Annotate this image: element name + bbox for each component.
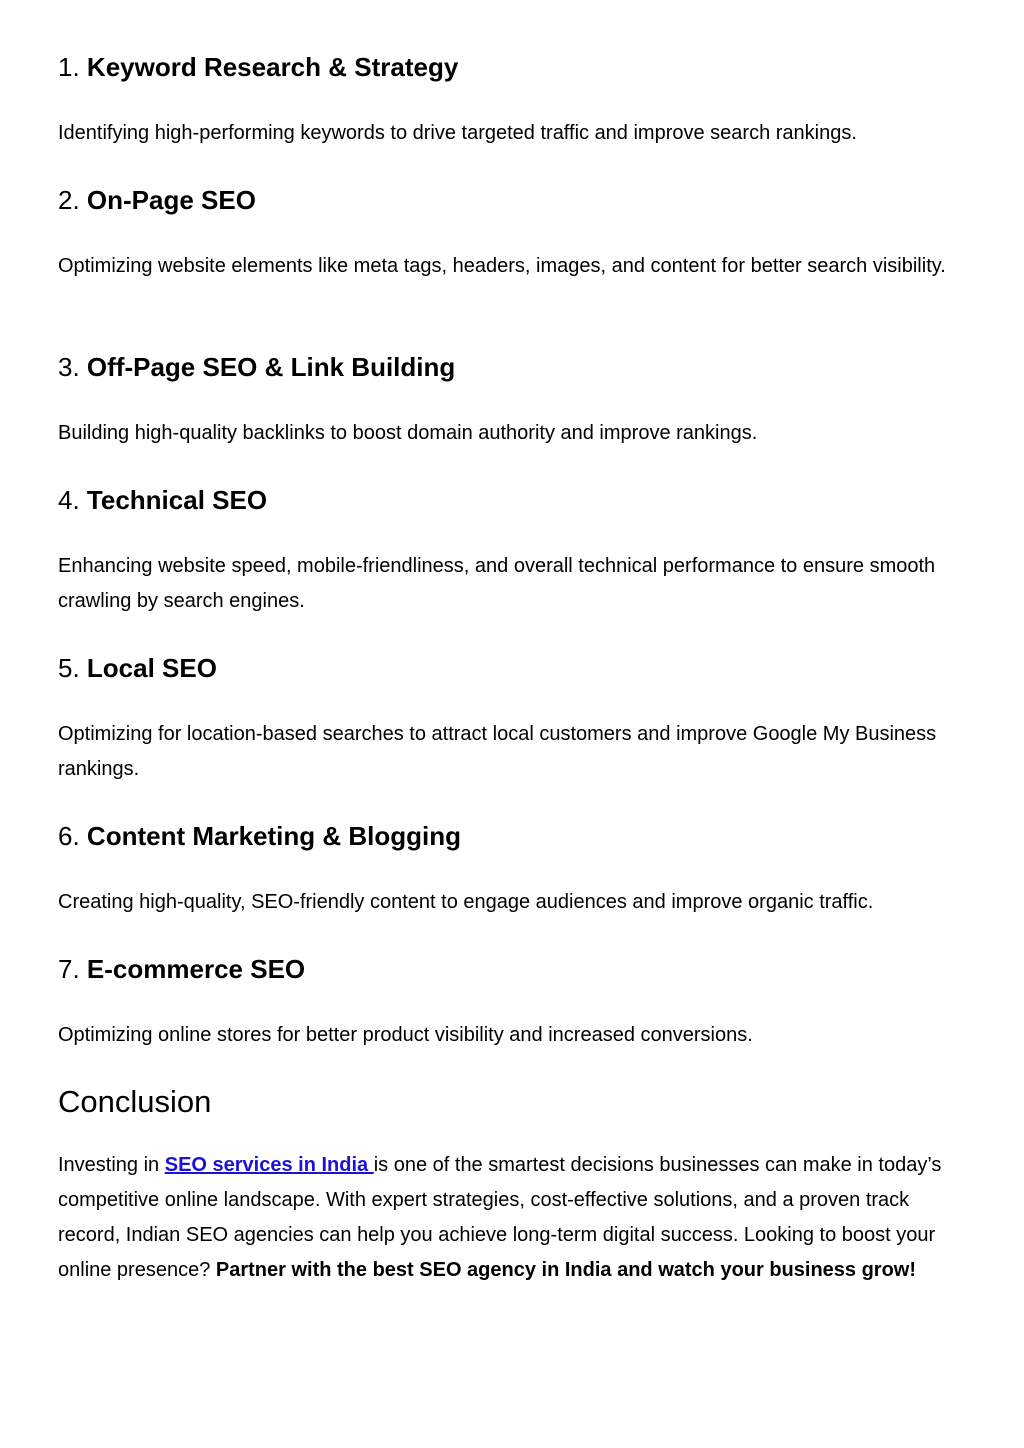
- item-number: 5.: [58, 653, 80, 683]
- item-description: Identifying high-performing keywords to drive targeted traffic and improve search rankings.: [58, 122, 857, 144]
- item-title: Off-Page SEO & Link Building: [86, 352, 456, 382]
- item-description: Optimizing website elements like meta tags, headers, images, and content for better search visibility.: [58, 255, 946, 277]
- conclusion-body: is one of the smartest decisions businesses can make in today’s competitive online landscape. With expert strategies, cost-effective solutions, and a proven track record, Indian SEO agencies can help you achieve long-term digital success. Looking to boost your online presence?: [58, 1154, 942, 1281]
- item-description: Optimizing for location-based searches to attract local customers and improve Google My Business rankings.: [58, 723, 937, 780]
- seo-services-link[interactable]: SEO services in India: [164, 1154, 374, 1176]
- item-title: Keyword Research & Strategy: [86, 52, 459, 82]
- item-number: 6.: [58, 821, 80, 851]
- conclusion-cta: Partner with the best SEO agency in India and watch your business grow!: [215, 1259, 917, 1281]
- item-title: Local SEO: [86, 653, 217, 683]
- item-number: 4.: [58, 485, 80, 515]
- conclusion-heading: Conclusion: [58, 1084, 212, 1119]
- item-heading-4: [58, 484, 267, 516]
- item-heading-2: [58, 184, 256, 216]
- item-heading-1: [58, 51, 458, 83]
- item-description: Creating high-quality, SEO-friendly content to engage audiences and improve organic traffic.: [58, 891, 874, 913]
- item-title: Technical SEO: [86, 485, 268, 515]
- item-heading-7: [58, 953, 305, 985]
- item-heading-6: [58, 820, 461, 852]
- conclusion-intro: Investing in: [58, 1154, 165, 1176]
- item-heading-3: [58, 351, 455, 383]
- item-heading-5: [58, 652, 217, 684]
- conclusion-paragraph: [58, 1148, 958, 1288]
- item-description: Enhancing website speed, mobile-friendliness, and overall technical performance to ensure smooth crawling by search engines.: [58, 555, 936, 612]
- item-description: Optimizing online stores for better product visibility and increased conversions.: [58, 1024, 753, 1046]
- item-number: 3.: [58, 352, 80, 382]
- item-title: E-commerce SEO: [86, 954, 306, 984]
- item-title: Content Marketing & Blogging: [86, 821, 462, 851]
- item-number: 1.: [58, 52, 80, 82]
- item-description: Building high-quality backlinks to boost domain authority and improve rankings.: [58, 422, 758, 444]
- item-title: On-Page SEO: [86, 185, 256, 215]
- item-number: 2.: [58, 185, 80, 215]
- item-number: 7.: [58, 954, 80, 984]
